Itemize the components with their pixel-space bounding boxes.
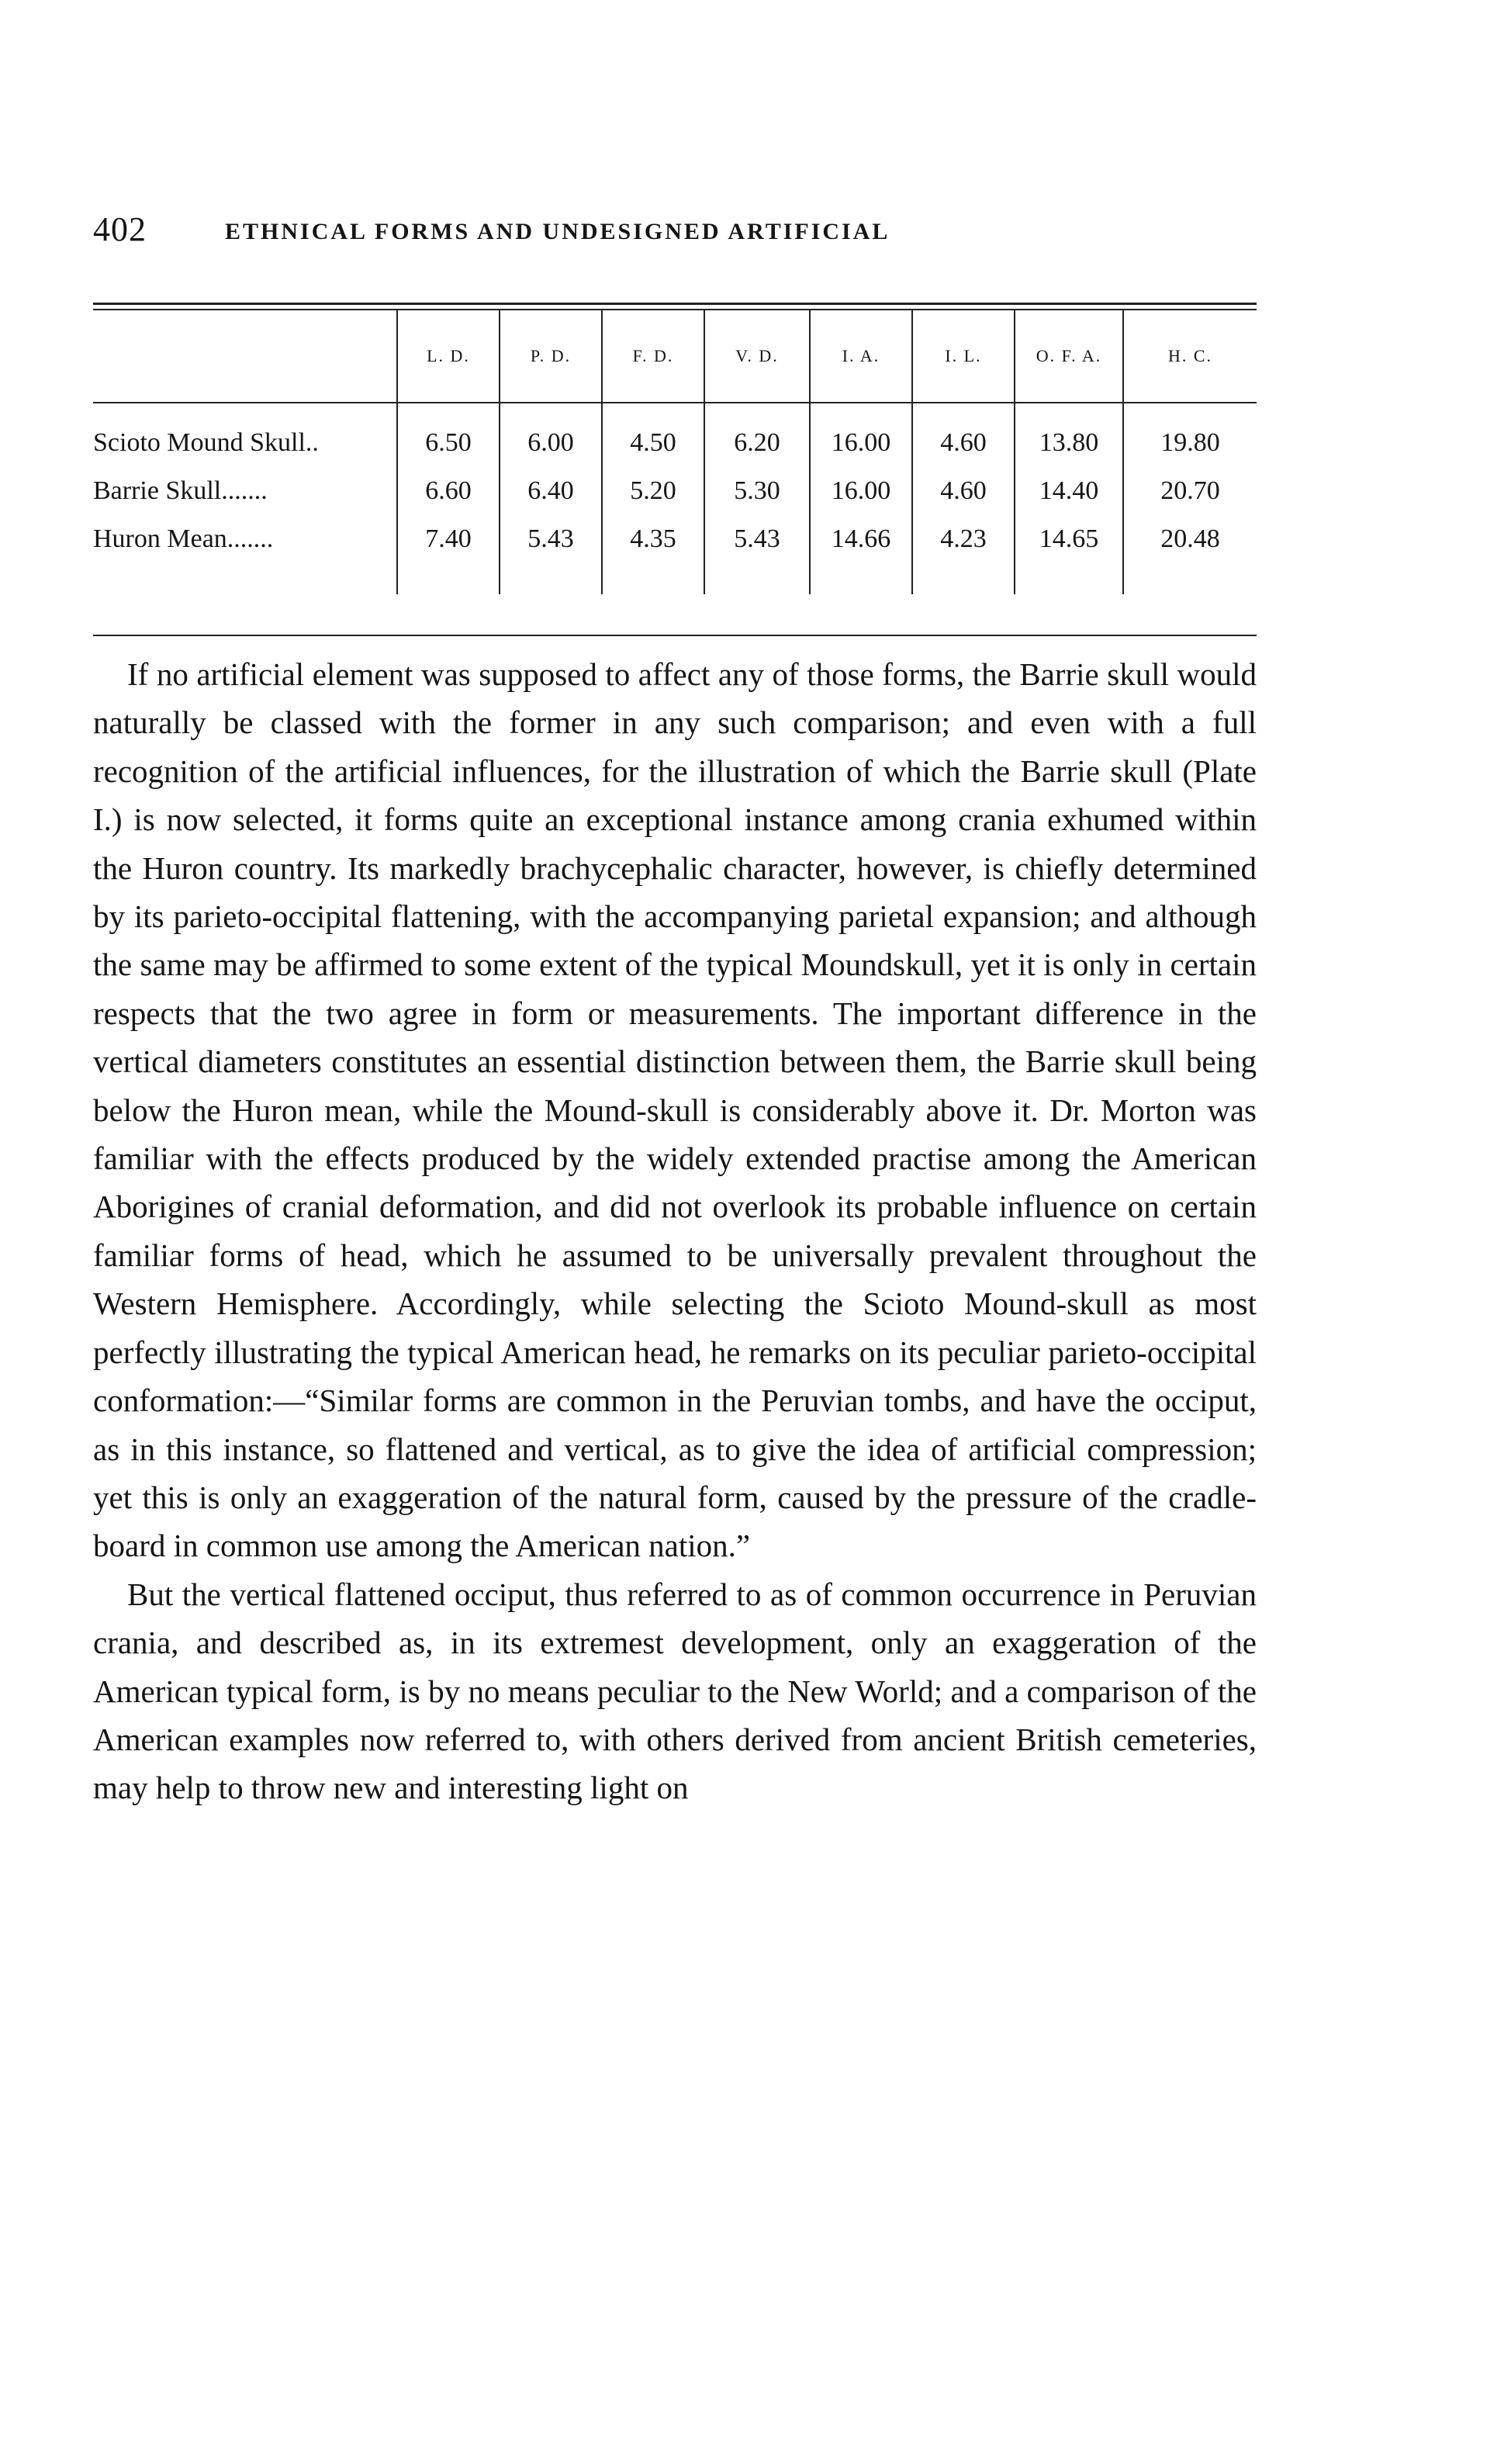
table-cell: 16.00 [810,403,912,467]
column-header: I. L. [912,310,1015,403]
table-cell: 20.70 [1123,467,1257,515]
table-cell: 6.20 [704,403,810,467]
table-cell: 6.40 [500,467,602,515]
running-title: ETHNICAL FORMS AND UNDESIGNED ARTIFICIAL [225,219,890,244]
table-cell: 6.60 [397,467,500,515]
page-number: 402 [93,210,147,248]
table-top-rule [93,303,1257,310]
skull-measurements-table [93,310,1257,594]
row-label: Scioto Mound Skull.. [93,428,319,457]
table-cell: 7.40 [397,515,500,594]
row-label: Huron Mean....... [93,524,274,553]
table-cell: 6.50 [397,403,500,467]
table-cell: 14.66 [810,515,912,594]
column-header: P. D. [500,310,602,403]
table-cell: 5.30 [704,467,810,515]
table-cell: 5.43 [500,515,602,594]
table-header-row [93,310,1257,403]
header-blank [93,310,397,403]
paragraph: If no artificial element was supposed to affect any of those forms, the Barrie skull would naturally be classed with the former in any such comparison; and even with a full recognition of the artificial influences, for the illustration of which the Barrie skull (Plate I.) is now selected, it forms quite an exceptional instance among crania exhumed within the Huron country. Its markedly brachycephalic character, however, is chiefly determined by its parieto-occipital flattening, with the accompanying parietal expansion; and although the same may be affirmed to some extent of the typical Moundskull, yet it is only in certain respects that the two agree in form or measurements. The important difference in the vertical diameters constitutes an essential distinction between them, the Barrie skull being below the Huron mean, while the Mound-skull is considerably above it. Dr. Morton was familiar with the effects produced by the widely extended practise among the American Aborigines of cranial deformation, and did not overlook its probable influence on certain familiar forms of head, which he assumed to be universally prevalent throughout the Western Hemisphere. Accordingly, while selecting the Scioto Mound-skull as most perfectly illustrating the typical American head, he remarks on its peculiar parieto-occipital conformation:—“Similar forms are common in the Peruvian tombs, and have the occiput, as in this instance, so flattened and vertical, as to give the idea of artificial compression; yet this is only an exaggeration of the natural form, caused by the pressure of the cradle-board in common use among the American nation.” [93,656,1257,1564]
table-cell: 4.35 [602,515,704,594]
column-header: V. D. [704,310,810,403]
column-header: I. A. [810,310,912,403]
column-header: O. F. A. [1015,310,1123,403]
table-cell: 4.50 [602,403,704,467]
table-cell: 13.80 [1015,403,1123,467]
table-row [93,515,1257,594]
table-cell: 4.60 [912,467,1015,515]
table-bottom-rule [93,635,1257,636]
table-cell: 6.00 [500,403,602,467]
running-head [93,209,1257,264]
table-cell: 5.20 [602,467,704,515]
body-text [93,650,1257,1812]
table-cell: 4.23 [912,515,1015,594]
table-cell: 14.65 [1015,515,1123,594]
table-cell: 19.80 [1123,403,1257,467]
table-row [93,403,1257,467]
row-label: Barrie Skull....... [93,476,268,505]
column-header: H. C. [1123,310,1257,403]
table-cell: 14.40 [1015,467,1123,515]
book-page [93,0,1257,2464]
table-cell: 4.60 [912,403,1015,467]
table-cell: 16.00 [810,467,912,515]
table-cell: 20.48 [1123,515,1257,594]
column-header: L. D. [397,310,500,403]
column-header: F. D. [602,310,704,403]
table-row [93,467,1257,515]
paragraph: But the vertical flattened occiput, thus referred to as of common occurrence in Peruvian crania, and described as, in its extremest development, only an exaggeration of the American typical form, is by no means peculiar to the New World; and a comparison of the American examples now referred to, with others derived from ancient British cemeteries, may help to throw new and interesting light on [93,1576,1257,1806]
table-cell: 5.43 [704,515,810,594]
